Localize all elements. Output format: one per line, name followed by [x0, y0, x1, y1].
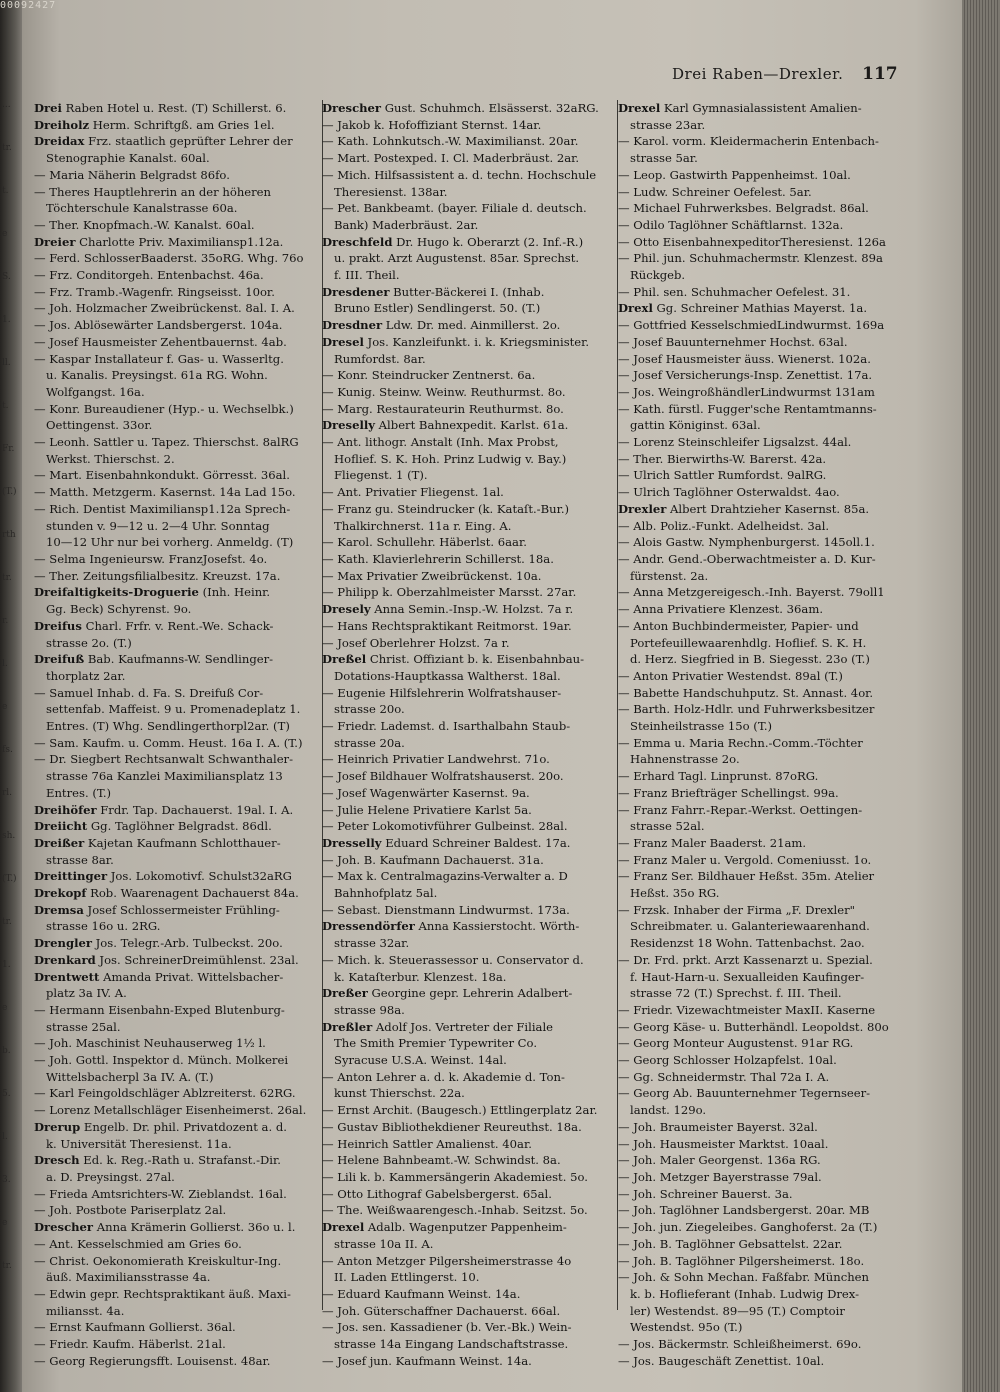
- entry-sub: — Theres Hauptlehrerin an der höheren: [34, 184, 329, 201]
- entry-surname-head: Drengler Jos. Telegr.-Arb. Tulbeckst. 20o.: [34, 936, 283, 951]
- entry-sub: — Hermann Eisenbahn-Exped Blutenburg-: [34, 1002, 329, 1019]
- entry-continuation: Bank) Maderbräust. 2ar.: [334, 217, 479, 232]
- entry-sub: — Friedr. Kaufm. Häberlst. 21al.: [34, 1336, 329, 1353]
- entry-sub: — Dr. Siegbert Rechtsanwalt Schwanthaler-: [34, 751, 329, 768]
- entry-surname-head: Drexl Gg. Schreiner Mathias Mayerst. 1a.: [618, 301, 868, 316]
- entry-sub: — Selma Ingenieursw. FranzJosefst. 4o.: [34, 551, 329, 568]
- entry-sub: — Otto EisenbahnexpeditorTheresienst. 126a: [618, 234, 913, 251]
- entry-continuation: settenfab. Maffeist. 9 u. Promenadeplatz 1.: [46, 702, 301, 717]
- entry-continuation: landst. 129o.: [630, 1103, 707, 1118]
- entry-sub: — Jos. Bäckermstr. Schleißheimerst. 69o.: [618, 1336, 913, 1353]
- margin-note: e: [2, 1218, 8, 1228]
- entry-surname-head: Drexel Karl Gymnasialassistent Amalien-: [618, 101, 862, 115]
- margin-note: (T.): [2, 487, 17, 497]
- entry-continuation: Thalkirchnerst. 11a r. Eing. A.: [334, 518, 512, 533]
- entry-sub: — Mich. Hilfsassistent a. d. techn. Hochschule: [322, 167, 617, 184]
- entry-surname-head: Dresch Ed. k. Reg.-Rath u. Strafanst.-Dir.: [34, 1153, 281, 1168]
- entry-sub: — Barth. Holz-Hdlr. und Fuhrwerksbesitzer: [618, 701, 913, 718]
- entry-continuation: strasse 8ar.: [46, 852, 114, 867]
- entry-continuation: strasse 25al.: [46, 1019, 121, 1034]
- entry-sub: — The. Weißwaarengesch.-Inhab. Seitzst. 5o.: [322, 1202, 617, 1219]
- entry-continuation: The Smith Premier Typewriter Co.: [334, 1036, 538, 1051]
- entry-continuation: strasse 98a.: [334, 1002, 405, 1017]
- entry-sub: — Gg. Schneidermstr. Thal 72a I. A.: [618, 1069, 913, 1086]
- entry-continuation: platz 3a IV. A.: [46, 986, 127, 1001]
- entry-sub: — Joh. Maler Georgenst. 136a RG.: [618, 1152, 913, 1169]
- entry-sub: — Pet. Bankbeamt. (bayer. Filiale d. deutsch.: [322, 200, 617, 217]
- entry-surname-head: Drescher Gust. Schuhmch. Elsässerst. 32aRG.: [322, 101, 599, 115]
- entry-sub: — Frieda Amtsrichters-W. Zieblandst. 16al.: [34, 1186, 329, 1203]
- entry-surname-head: Dresel Jos. Kanzleifunkt. i. k. Kriegsminister.: [322, 334, 590, 349]
- entry-continuation: strasse 23ar.: [630, 117, 706, 132]
- entry-continuation: äuß. Maximiliansstrasse 4a.: [46, 1270, 211, 1285]
- entry-surname-head: Dreßer Georgine gepr. Lehrerin Adalbert-: [322, 986, 573, 1001]
- margin-note: 1.: [2, 960, 11, 970]
- entry-surname-head: Dreihöfer Frdr. Tap. Dachauerst. 19al. I. A.: [34, 802, 294, 817]
- entry-continuation: Wittelsbacherpl 3a IV. A. (T.): [46, 1069, 214, 1084]
- entry-continuation: Wolfgangst. 16a.: [46, 384, 145, 399]
- entry-continuation: strasse 2o. (T.): [46, 635, 132, 650]
- entry-sub: — Kunig. Steinw. Weinw. Reuthurmst. 8o.: [322, 384, 617, 401]
- entry-sub: — Ferd. SchlosserBaaderst. 35oRG. Whg. 76o: [34, 250, 329, 267]
- entry-surname-head: Dreschfeld Dr. Hugo k. Oberarzt (2. Inf.-R.): [322, 234, 584, 249]
- entry-continuation: ler) Westendst. 89—95 (T.) Comptoir: [630, 1303, 845, 1318]
- entry-surname-head: Dreidax Frz. staatlich geprüfter Lehrer der: [34, 134, 293, 149]
- entry-sub: — Joh. & Sohn Mechan. Faßfabr. München: [618, 1269, 913, 1286]
- entry-sub: — Ther. Bierwirths-W. Barerst. 42a.: [618, 451, 913, 468]
- entry-sub: — Leonh. Sattler u. Tapez. Thierschst. 8alRG: [34, 434, 329, 451]
- entry-sub: — Sebast. Dienstmann Lindwurmst. 173a.: [322, 902, 617, 919]
- entry-sub: — Babette Handschuhputz. St. Annast. 4or.: [618, 685, 913, 702]
- margin-note: tr.: [2, 917, 12, 927]
- entry-sub: — Gustav Bibliothekdiener Reureuthst. 18a.: [322, 1119, 617, 1136]
- entry-sub: — Joh. Braumeister Bayerst. 32al.: [618, 1119, 913, 1136]
- entry-continuation: Fliegenst. 1 (T).: [334, 468, 428, 483]
- margin-note: t.: [2, 401, 9, 411]
- margin-note: 1.: [2, 315, 11, 325]
- entry-surname-head: Dreßel Christ. Offiziant b. k. Eisenbahnbau-: [322, 652, 585, 667]
- entry-sub: — Mart. Eisenbahnkondukt. Görresst. 36al.: [34, 467, 329, 484]
- entry-sub: — Karol. vorm. Kleidermacherin Entenbach-: [618, 133, 913, 150]
- entry-sub: — Franz Maler Baaderst. 21am.: [618, 835, 913, 852]
- entry-sub: — Ther. Knopfmach.-W. Kanalst. 60al.: [34, 217, 329, 234]
- entry-continuation: Entres. (T.): [46, 785, 112, 800]
- entry-surname-head: Dresdener Butter-Bäckerei I. (Inhab.: [322, 284, 545, 299]
- entry-continuation: Syracuse U.S.A. Weinst. 14al.: [334, 1053, 507, 1068]
- entry-sub: — Sam. Kaufm. u. Comm. Heust. 16a I. A. (T.): [34, 735, 329, 752]
- entry-surname-head: Dresdner Ldw. Dr. med. Ainmillerst. 2o.: [322, 318, 561, 333]
- entry-sub: — Ludw. Schreiner Oefelest. 5ar.: [618, 184, 913, 201]
- entry-sub: — Heinrich Sattler Amalienst. 40ar.: [322, 1136, 617, 1153]
- entry-continuation: Töchterschule Kanalstrasse 60a.: [46, 201, 238, 216]
- entry-surname-head: Dresely Anna Semin.-Insp.-W. Holzst. 7a r.: [322, 602, 574, 617]
- entry-continuation: Bahnhofplatz 5al.: [334, 886, 438, 901]
- entry-sub: — Anton Lehrer a. d. k. Akademie d. Ton-: [322, 1069, 617, 1086]
- entry-sub: — Ulrich Sattler Rumfordst. 9alRG.: [618, 467, 913, 484]
- entry-surname-head: Drentwett Amanda Privat. Wittelsbacher-: [34, 969, 284, 984]
- entry-sub: — Andr. Gend.-Oberwachtmeister a. D. Kur-: [618, 551, 913, 568]
- entry-surname-head: Dreißer Kajetan Kaufmann Schlotthauer-: [34, 835, 281, 850]
- entry-sub: — Georg Monteur Augustenst. 91ar RG.: [618, 1035, 913, 1052]
- entry-sub: — Joh. Maschinist Neuhauserweg 1½ l.: [34, 1035, 329, 1052]
- entry-continuation: Stenographie Kanalst. 60al.: [46, 151, 210, 166]
- entry-continuation: strasse 16o u. 2RG.: [46, 919, 161, 934]
- entry-sub: — Kath. Lohnkutsch.-W. Maximilianst. 20ar.: [322, 133, 617, 150]
- entry-sub: — Konr. Bureaudiener (Hyp.- u. Wechselbk.): [34, 401, 329, 418]
- entry-sub: — Joh. B. Taglöhner Gebsattelst. 22ar.: [618, 1236, 913, 1253]
- entry-continuation: Hoflief. S. K. Hoh. Prinz Ludwig v. Bay.): [334, 451, 567, 466]
- entry-sub: — Phil. sen. Schuhmacher Oefelest. 31.: [618, 284, 913, 301]
- entry-sub: — Alois Gastw. Nymphenburgerst. 145oll.1.: [618, 534, 913, 551]
- entry-surname-head: Drexel Adalb. Wagenputzer Pappenheim-: [322, 1220, 567, 1235]
- entry-continuation: k. b. Hoflieferant (Inhab. Ludwig Drex-: [630, 1286, 860, 1301]
- entry-sub: — Karl Feingoldschläger Ablzreiterst. 62RG.: [34, 1085, 329, 1102]
- entry-surname-head: Drekopf Rob. Waarenagent Dachauerst 84a.: [34, 886, 299, 901]
- entry-sub: — Josef Versicherungs-Insp. Zenettist. 17a.: [618, 367, 913, 384]
- entry-continuation: Heßst. 35o RG.: [630, 886, 720, 901]
- margin-note: e: [2, 229, 8, 239]
- entry-sub: — Jos. Baugeschäft Zenettist. 10al.: [618, 1353, 913, 1370]
- margin-note: ...: [2, 100, 11, 110]
- entry-sub: — Ther. Zeitungsfilialbesitz. Kreuzst. 17a.: [34, 568, 329, 585]
- entry-surname-head: Drescher Anna Krämerin Gollierst. 36o u. l.: [34, 1220, 296, 1235]
- entry-sub: — Ant. Privatier Fliegenst. 1al.: [322, 484, 617, 501]
- entry-surname-head: Dreiicht Gg. Taglöhner Belgradst. 86dl.: [34, 819, 272, 834]
- entry-continuation: II. Laden Ettlingerst. 10.: [334, 1270, 480, 1285]
- entry-continuation: strasse 5ar.: [630, 151, 698, 166]
- entry-surname-head: Drerup Engelb. Dr. phil. Privatdozent a. d.: [34, 1119, 287, 1134]
- entry-sub: — Anna Metzgereigesch.-Inh. Bayerst. 79oll1: [618, 584, 913, 601]
- entry-sub: — Joh. jun. Ziegeleibes. Ganghoferst. 2a (T.): [618, 1219, 913, 1236]
- entry-continuation: Hahnenstrasse 2o.: [630, 752, 740, 767]
- entry-continuation: f. III. Theil.: [334, 268, 400, 283]
- margin-note: rl.: [2, 788, 13, 798]
- page-header: [672, 64, 942, 88]
- entry-sub: — Frz. Conditorgeh. Entenbachst. 46a.: [34, 267, 329, 284]
- entry-sub: — Ant. Kesselschmied am Gries 6o.: [34, 1236, 329, 1253]
- entry-sub: — Kath. Klavierlehrerin Schillerst. 18a.: [322, 551, 617, 568]
- entry-continuation: strasse 76a Kanzlei Maximiliansplatz 13: [46, 769, 283, 784]
- entry-sub: — Christ. Oekonomierath Kreiskultur-Ing.: [34, 1253, 329, 1270]
- entry-continuation: Gg. Beck) Schyrenst. 9o.: [46, 602, 192, 617]
- margin-note: 3.: [2, 1175, 11, 1185]
- left-margin-notes: [2, 100, 24, 1300]
- entry-sub: — Karol. Schullehr. Häberlst. 6aar.: [322, 534, 617, 551]
- entry-continuation: miliansst. 4a.: [46, 1303, 125, 1318]
- entry-sub: — Samuel Inhab. d. Fa. S. Dreifuß Cor-: [34, 685, 329, 702]
- entry-sub: — Joh. Taglöhner Landsbergerst. 20ar. MB: [618, 1202, 913, 1219]
- entry-sub: — Joh. B. Kaufmann Dachauerst. 31a.: [322, 852, 617, 869]
- margin-note: tr.: [2, 1261, 12, 1271]
- margin-note: (T.): [2, 874, 17, 884]
- entry-sub: — Julie Helene Privatiere Karlst 5a.: [322, 802, 617, 819]
- entry-surname-head: Drenkard Jos. SchreinerDreimühlenst. 23al.: [34, 952, 299, 967]
- margin-note: e: [2, 702, 8, 712]
- entry-surname-head: Dressendörfer Anna Kassierstocht. Wörth-: [322, 919, 580, 934]
- margin-note: rth: [2, 530, 16, 540]
- entry-continuation: gattin Königinst. 63al.: [630, 418, 761, 433]
- entry-sub: — Joh. Gottl. Inspektor d. Münch. Molkerei: [34, 1052, 329, 1069]
- entry-sub: — Josef Bildhauer Wolfratshauserst. 20o.: [322, 768, 617, 785]
- entry-surname-head: Dreiholz Herm. Schriftgß. am Gries 1el.: [34, 117, 275, 132]
- margin-note: l.: [2, 1132, 8, 1142]
- entry-sub: — Otto Lithograf Gabelsbergerst. 65al.: [322, 1186, 617, 1203]
- entry-sub: — Joh. Holzmacher Zweibrückenst. 8al. I. A.: [34, 300, 329, 317]
- entry-sub: — Heinrich Privatier Landwehrst. 71o.: [322, 751, 617, 768]
- entry-sub: — Erhard Tagl. Linprunst. 87oRG.: [618, 768, 913, 785]
- entry-sub: — Anton Metzger Pilgersheimerstrasse 4o: [322, 1253, 617, 1270]
- entry-continuation: thorplatz 2ar.: [46, 668, 126, 683]
- margin-note: S.: [2, 272, 11, 282]
- entry-continuation: kunst Thierschst. 22a.: [334, 1086, 465, 1101]
- running-title: Drei Raben—Drexler.: [672, 65, 844, 83]
- entry-sub: — Eugenie Hilfslehrerin Wolfratshauser-: [322, 685, 617, 702]
- entry-sub: — Franz gu. Steindrucker (k. Kataſt.-Bur.): [322, 501, 617, 518]
- entry-continuation: Portefeuillewaarenhdlg. Hoflief. S. K. H.: [630, 635, 867, 650]
- entry-sub: — Jakob k. Hofoffiziant Sternst. 14ar.: [322, 117, 617, 134]
- entry-sub: — Edwin gepr. Rechtspraktikant äuß. Maxi-: [34, 1286, 329, 1303]
- entry-sub: — Philipp k. Oberzahlmeister Marsst. 27ar.: [322, 584, 617, 601]
- entry-sub: — Gottfried KesselschmiedLindwurmst. 169a: [618, 317, 913, 334]
- margin-note: b.: [2, 1046, 11, 1056]
- entry-surname-head: Dreßler Adolf Jos. Vertreter der Filiale: [322, 1019, 554, 1034]
- entry-surname-head: Dresselly Eduard Schreiner Baldest. 17a.: [322, 835, 571, 850]
- entry-sub: — Emma u. Maria Rechn.-Comm.-Töchter: [618, 735, 913, 752]
- entry-continuation: strasse 52al.: [630, 819, 705, 834]
- entry-continuation: strasse 14a Eingang Landschaftstrasse.: [334, 1337, 569, 1352]
- directory-page: [22, 0, 962, 1392]
- entry-sub: — Phil. jun. Schuhmachermstr. Klenzest. 89a: [618, 250, 913, 267]
- entry-continuation: Werkst. Thierschst. 2.: [46, 451, 175, 466]
- entry-sub: — Georg Regierungsfft. Louisenst. 48ar.: [34, 1353, 329, 1370]
- entry-sub: — Frzsk. Inhaber der Firma „F. Drexler": [618, 902, 913, 919]
- entry-sub: — Ant. lithogr. Anstalt (Inh. Max Probst,: [322, 434, 617, 451]
- entry-continuation: k. Universität Theresienst. 11a.: [46, 1136, 232, 1151]
- entry-sub: — Rich. Dentist Maximiliansp1.12a Sprech-: [34, 501, 329, 518]
- column-1: [34, 100, 329, 1368]
- entry-sub: — Joh. Güterschaffner Dachauerst. 66al.: [322, 1303, 617, 1320]
- entry-sub: — Max k. Centralmagazins-Verwalter a. D: [322, 868, 617, 885]
- entry-sub: — Ulrich Taglöhner Osterwaldst. 4ao.: [618, 484, 913, 501]
- entry-continuation: d. Herz. Siegfried in B. Siegesst. 23o (T.): [630, 652, 870, 667]
- entry-sub: — Ernst Archit. (Baugesch.) Ettlingerplatz 2ar.: [322, 1102, 617, 1119]
- entry-sub: — Odilo Taglöhner Schäftlarnst. 132a.: [618, 217, 913, 234]
- entry-surname-head: Dreittinger Jos. Lokomotivf. Schulst32aRG: [34, 869, 292, 884]
- entry-continuation: Steinheilstrasse 15o (T.): [630, 719, 773, 734]
- margin-note: l.: [2, 659, 8, 669]
- entry-continuation: Schreibmater. u. Galanteriewaarenhand.: [630, 919, 870, 934]
- entry-sub: — Lili k. b. Kammersängerin Akademiest. 5o.: [322, 1169, 617, 1186]
- entry-sub: — Anton Privatier Westendst. 89al (T.): [618, 668, 913, 685]
- entry-sub: — Franz Fahrr.-Repar.-Werkst. Oettingen-: [618, 802, 913, 819]
- entry-continuation: Dotations-Hauptkassa Waltherst. 18al.: [334, 668, 561, 683]
- entry-continuation: Residenzst 18 Wohn. Tattenbachst. 2ao.: [630, 936, 865, 951]
- entry-sub: — Joh. Schreiner Bauerst. 3a.: [618, 1186, 913, 1203]
- entry-sub: — Josef Oberlehrer Holzst. 7a r.: [322, 635, 617, 652]
- entry-continuation: Theresienst. 138ar.: [334, 184, 448, 199]
- entry-sub: — Matth. Metzgerm. Kasernst. 14a Lad 15o.: [34, 484, 329, 501]
- entry-continuation: strasse 72 (T.) Sprechst. f. III. Theil.: [630, 986, 842, 1001]
- margin-note: tr.: [2, 143, 12, 153]
- entry-sub: — Lorenz Metallschläger Eisenheimerst. 26al.: [34, 1102, 329, 1119]
- entry-continuation: u. Kanalis. Preysingst. 61a RG. Wohn.: [46, 368, 268, 383]
- entry-sub: — Friedr. Lademst. d. Isarthalbahn Staub-: [322, 718, 617, 735]
- entry-sub: — Jos. sen. Kassadiener (b. Ver.-Bk.) Wein-: [322, 1319, 617, 1336]
- entry-sub: — Helene Bahnbeamt.-W. Schwindst. 8a.: [322, 1152, 617, 1169]
- entry-surname-head: Dreifaltigkeits-Droguerie (Inh. Heinr.: [34, 585, 271, 600]
- entry-sub: — Max Privatier Zweibrückenst. 10a.: [322, 568, 617, 585]
- entry-sub: — Joh. Postbote Pariserplatz 2al.: [34, 1202, 329, 1219]
- entry-continuation: Westendst. 95o (T.): [630, 1320, 743, 1335]
- entry-sub: — Jos. Ablösewärter Landsbergerst. 104a.: [34, 317, 329, 334]
- entry-sub: — Friedr. Vizewachtmeister MaxII. Kaserne: [618, 1002, 913, 1019]
- entry-sub: — Mart. Postexped. I. Cl. Maderbräust. 2ar.: [322, 150, 617, 167]
- entry-continuation: Entres. (T) Whg. Sendlingerthorpl2ar. (T): [46, 719, 290, 734]
- entry-sub: — Leop. Gastwirth Pappenheimst. 10al.: [618, 167, 913, 184]
- entry-sub: — Mich. k. Steuerassessor u. Conservator d.: [322, 952, 617, 969]
- entry-sub: — Kaspar Installateur f. Gas- u. Wasserltg.: [34, 351, 329, 368]
- entry-continuation: stunden v. 9—12 u. 2—4 Uhr. Sonntag: [46, 518, 270, 533]
- entry-sub: — Jos. WeingroßhändlerLindwurmst 131am: [618, 384, 913, 401]
- entry-surname-head: Dreifus Charl. Frfr. v. Rent.-We. Schack-: [34, 618, 274, 633]
- entry-continuation: u. prakt. Arzt Augustenst. 85ar. Sprechst.: [334, 251, 580, 266]
- entry-sub: — Peter Lokomotivführer Gulbeinst. 28al.: [322, 818, 617, 835]
- entry-sub: — Alb. Poliz.-Funkt. Adelheidst. 3al.: [618, 518, 913, 535]
- entry-sub: — Josef jun. Kaufmann Weinst. 14a.: [322, 1353, 617, 1370]
- column-2: [322, 100, 617, 1368]
- entry-continuation: a. D. Preysingst. 27al.: [46, 1170, 175, 1184]
- entry-continuation: 10—12 Uhr nur bei vorherg. Anmeldg. (T): [46, 535, 294, 550]
- entry-continuation: Rumfordst. 8ar.: [334, 351, 426, 366]
- entry-continuation: f. Haut-Harn-u. Sexualleiden Kaufinger-: [630, 969, 865, 984]
- scan-id: 00092427: [0, 0, 57, 11]
- entry-continuation: strasse 20o.: [334, 702, 405, 717]
- page-stack-edge: [962, 0, 1000, 1392]
- entry-surname-head: Drei Raben Hotel u. Rest. (T) Schillerst. 6.: [34, 101, 287, 115]
- entry-sub: — Ernst Kaufmann Gollierst. 36al.: [34, 1319, 329, 1336]
- entry-continuation: Oettingenst. 33or.: [46, 418, 153, 433]
- margin-note: Fr.: [2, 444, 15, 454]
- entry-sub: — Georg Käse- u. Butterhändl. Leopoldst. 80o: [618, 1019, 913, 1036]
- entry-surname-head: Drexler Albert Drahtzieher Kasernst. 85a.: [618, 501, 870, 516]
- entry-sub: — Josef Bauunternehmer Hochst. 63al.: [618, 334, 913, 351]
- margin-note: t.: [2, 186, 9, 196]
- entry-sub: — Georg Ab. Bauunternehmer Tegernseer-: [618, 1085, 913, 1102]
- entry-surname-head: Dremsa Josef Schlossermeister Frühling-: [34, 902, 280, 917]
- entry-sub: — Franz Briefträger Schellingst. 99a.: [618, 785, 913, 802]
- entry-sub: — Franz Ser. Bildhauer Heßst. 35m. Atelier: [618, 868, 913, 885]
- entry-sub: — Michael Fuhrwerksbes. Belgradst. 86al.: [618, 200, 913, 217]
- margin-note: 5.: [2, 1089, 11, 1099]
- entry-surname-head: Dreier Charlotte Priv. Maximiliansp1.12a.: [34, 234, 284, 249]
- entry-continuation: Rückgeb.: [630, 268, 686, 283]
- entry-sub: — Anton Buchbindermeister, Papier- und: [618, 618, 913, 635]
- entry-sub: — Maria Näherin Belgradst 86fo.: [34, 167, 329, 184]
- margin-note: e: [2, 1003, 8, 1013]
- entry-continuation: k. Kataſterbur. Klenzest. 18a.: [334, 969, 507, 984]
- entry-sub: — Georg Schlosser Holzapfelst. 10al.: [618, 1052, 913, 1069]
- entry-sub: — Josef Wagenwärter Kasernst. 9a.: [322, 785, 617, 802]
- margin-note: tr.: [2, 573, 12, 583]
- entry-sub: — Marg. Restaurateurin Reuthurmst. 8o.: [322, 401, 617, 418]
- margin-note: sh.: [2, 831, 16, 841]
- margin-note: ll.: [2, 358, 11, 368]
- entry-sub: — Frz. Tramb.-Wagenfr. Ringseisst. 10or.: [34, 284, 329, 301]
- entry-sub: — Franz Maler u. Vergold. Comeniusst. 1o.: [618, 852, 913, 869]
- entry-continuation: strasse 20a.: [334, 735, 405, 750]
- entry-continuation: Bruno Estler) Sendlingerst. 50. (T.): [334, 301, 541, 316]
- entry-continuation: strasse 10a II. A.: [334, 1236, 434, 1251]
- page-number: 117: [862, 64, 898, 84]
- entry-sub: — Hans Rechtspraktikant Reitmorst. 19ar.: [322, 618, 617, 635]
- entry-sub: — Joh. B. Taglöhner Pilgersheimerst. 18o.: [618, 1253, 913, 1270]
- margin-note: fs.: [2, 745, 13, 755]
- entry-sub: — Anna Privatiere Klenzest. 36am.: [618, 601, 913, 618]
- column-3: [618, 100, 913, 1368]
- entry-sub: — Josef Hausmeister Zehentbauernst. 4ab.: [34, 334, 329, 351]
- entry-continuation: strasse 32ar.: [334, 936, 410, 951]
- entry-sub: — Dr. Frd. prkt. Arzt Kassenarzt u. Spezial.: [618, 952, 913, 969]
- entry-surname-head: Dreselly Albert Bahnexpedit. Karlst. 61a.: [322, 418, 569, 433]
- entry-sub: — Josef Hausmeister äuss. Wienerst. 102a.: [618, 351, 913, 368]
- entry-sub: — Konr. Steindrucker Zentnerst. 6a.: [322, 367, 617, 384]
- entry-sub: — Eduard Kaufmann Weinst. 14a.: [322, 1286, 617, 1303]
- margin-note: r.: [2, 616, 9, 626]
- entry-surname-head: Dreifuß Bab. Kaufmanns-W. Sendlinger-: [34, 652, 274, 667]
- entry-sub: — Lorenz Steinschleifer Ligsalzst. 44al.: [618, 434, 913, 451]
- entry-sub: — Joh. Hausmeister Marktst. 10aal.: [618, 1136, 913, 1153]
- entry-continuation: fürstenst. 2a.: [630, 568, 709, 583]
- entry-sub: — Kath. fürstl. Fugger'sche Rentamtmanns-: [618, 401, 913, 418]
- entry-sub: — Joh. Metzger Bayerstrasse 79al.: [618, 1169, 913, 1186]
